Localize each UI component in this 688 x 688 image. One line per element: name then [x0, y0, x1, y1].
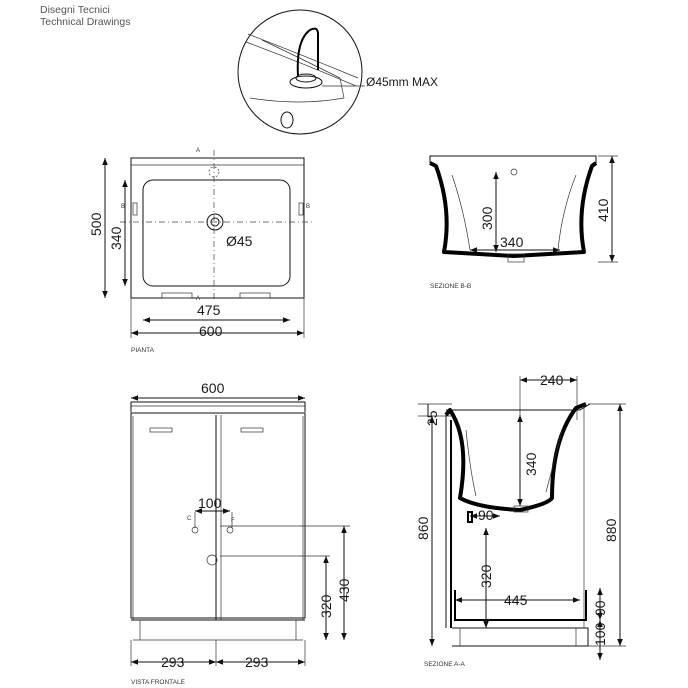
section-aa-dim-340: 340 — [523, 452, 539, 476]
front-dim-293-left: 293 — [161, 654, 185, 670]
section-bb — [430, 156, 618, 290]
plan-dim-500: 500 — [88, 212, 104, 236]
section-marker-b-left: B — [121, 204, 126, 210]
front-dim-430: 430 — [336, 578, 352, 602]
section-marker-a-top: A — [196, 148, 201, 154]
section-bb-dim-300: 300 — [479, 206, 495, 230]
header-title-italian: Disegni Tecnici — [40, 4, 110, 16]
front-label-f: F — [231, 518, 235, 524]
front-dim-293-right: 293 — [245, 654, 269, 670]
front-dim-600: 600 — [201, 380, 225, 396]
front-label-c: C — [187, 516, 192, 522]
section-aa-dim-240: 240 — [540, 372, 564, 388]
section-bb-dim-410: 410 — [595, 198, 611, 222]
tap-detail-callout — [238, 10, 438, 134]
plan-hole-label: Ø45 — [226, 233, 253, 249]
plan-basin — [143, 180, 290, 286]
section-aa-dim-880: 880 — [603, 518, 619, 542]
section-bb-caption: SEZIONE B-B — [430, 283, 472, 290]
section-aa — [415, 372, 626, 668]
plan-dim-600: 600 — [199, 323, 223, 339]
plan-view — [88, 148, 312, 354]
section-marker-a-bottom: A — [196, 296, 201, 302]
section-aa-dim-25: 25 — [424, 410, 440, 426]
front-top-rim — [131, 402, 305, 412]
plan-dim-475: 475 — [197, 302, 221, 318]
right-door-handle[interactable] — [241, 428, 263, 432]
front-caption: VISTA FRONTALE — [131, 679, 185, 686]
section-aa-dim-445: 445 — [504, 592, 528, 608]
left-door-handle[interactable] — [150, 428, 172, 432]
front-view — [131, 380, 352, 686]
plan-dim-340: 340 — [108, 226, 124, 250]
cabinet-body — [131, 413, 305, 618]
section-aa-dim-90-pipe: 90 — [478, 507, 494, 523]
section-aa-dim-320: 320 — [478, 564, 494, 588]
front-dim-100: 100 — [198, 495, 222, 511]
section-marker-b-right: B — [306, 204, 311, 210]
plan-outline — [131, 158, 304, 298]
section-aa-dim-860: 860 — [415, 516, 431, 540]
section-aa-caption: SEZIONE A-A — [424, 661, 465, 668]
detail-callout-label: Ø45mm MAX — [366, 75, 439, 89]
plan-caption: PIANTA — [131, 347, 154, 354]
section-aa-basin — [446, 404, 586, 510]
section-bb-dim-340: 340 — [500, 234, 524, 250]
front-dim-320: 320 — [318, 594, 334, 618]
section-aa-dim-90-shelf: 90 — [592, 600, 608, 616]
header-title-english: Technical Drawings — [40, 16, 131, 28]
section-aa-dim-100: 100 — [592, 622, 608, 646]
